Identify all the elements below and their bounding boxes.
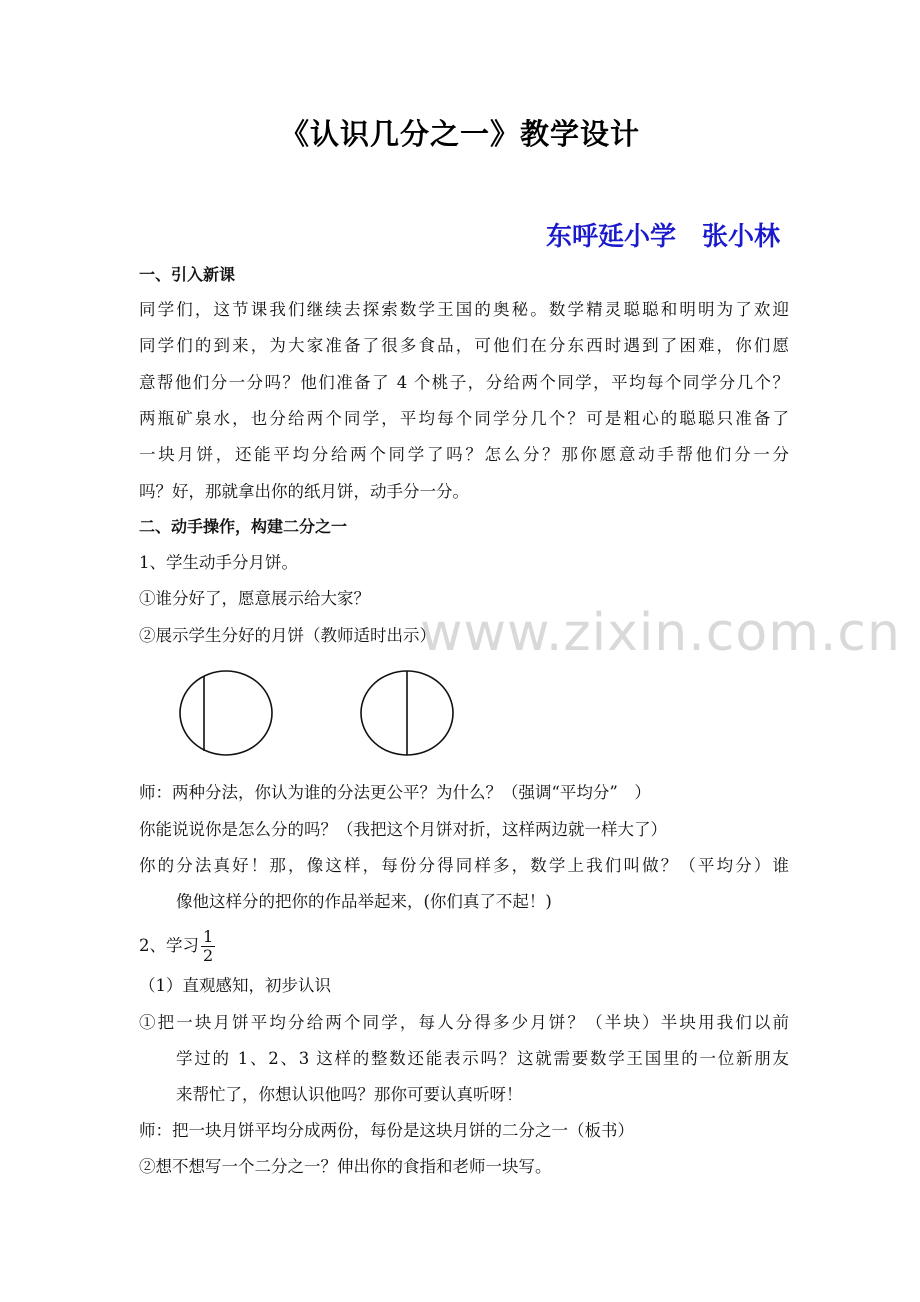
praise-line-a: 你的分法真好！那，像这样，每份分得同样多，数学上我们叫做？（平均分）谁 [139, 856, 789, 875]
mooncake-diagrams [170, 660, 470, 770]
section2-heading: 二、动手操作，构建二分之一 [139, 517, 348, 536]
mooncake-uneven-split [180, 671, 272, 755]
fraction-one-half [201, 928, 215, 965]
document-title: 《认识几分之一》教学设计 [279, 117, 640, 151]
fraction-numerator: 1 [203, 927, 214, 946]
item2-heading [139, 928, 789, 965]
fraction-denominator: 2 [203, 946, 214, 965]
section1-line-3: 意帮他们分一分吗？他们准备了 4 个桃子，分给两个同学，平均每个同学分几个？ [139, 373, 789, 392]
teacher-question-1: 师：两种分法，你认为谁的分法更公平？为什么？（强调“平均分” ） [139, 783, 651, 802]
point1-line-a: ①把一块月饼平均分给两个同学，每人分得多少月饼？（半块）半块用我们以前 [139, 1013, 789, 1032]
section1-line-5: 一块月饼，还能平均分给两个同学了吗？怎么分？那你愿意动手帮他们分一分 [139, 445, 789, 464]
student-explain-line: 你能说说你是怎么分的吗？（我把这个月饼对折，这样两边就一样大了） [139, 820, 667, 839]
watermark: www.zixin.com.cn [420, 603, 901, 663]
mooncake-even-split [361, 671, 453, 755]
item2-prefix: 2、学习 [139, 936, 199, 955]
item1-text: 1、学生动手分月饼。 [139, 553, 298, 572]
section1-line-6: 吗？好，那就拿出你的纸月饼，动手分一分。 [139, 482, 469, 501]
question-2: ②展示学生分好的月饼（教师适时出示） [139, 626, 436, 645]
question-1: ①谁分好了，愿意展示给大家？ [139, 589, 370, 608]
teacher-statement-2: 师：把一块月饼平均分成两份，每份是这块月饼的二分之一（板书） [139, 1121, 634, 1140]
section1-line-4: 两瓶矿泉水，也分给两个同学，平均每个同学分几个？可是粗心的聪聪只准备了 [139, 409, 789, 428]
author-line: 东呼延小学 张小林 [545, 222, 780, 252]
point1-line-b: 学过的 1、2、3 这样的整数还能表示吗？这就需要数学王国里的一位新朋友 [176, 1049, 789, 1068]
praise-line-b: 像他这样分的把你的作品举起来，(你们真了不起！) [176, 892, 552, 911]
section1-heading: 一、引入新课 [139, 265, 236, 284]
section1-line-2: 同学们的到来，为大家准备了很多食品，可他们在分东西时遇到了困难，你们愿 [139, 336, 789, 355]
point2-line: ②想不想写一个二分之一？伸出你的食指和老师一块写。 [139, 1157, 552, 1176]
point1-line-c: 来帮忙了，你想认识他吗？那你可要认真听呀！ [176, 1085, 523, 1104]
subsection-1: （1）直观感知，初步认识 [139, 976, 331, 995]
section1-line-1: 同学们，这节课我们继续去探索数学王国的奥秘。数学精灵聪聪和明明为了欢迎 [139, 300, 789, 319]
